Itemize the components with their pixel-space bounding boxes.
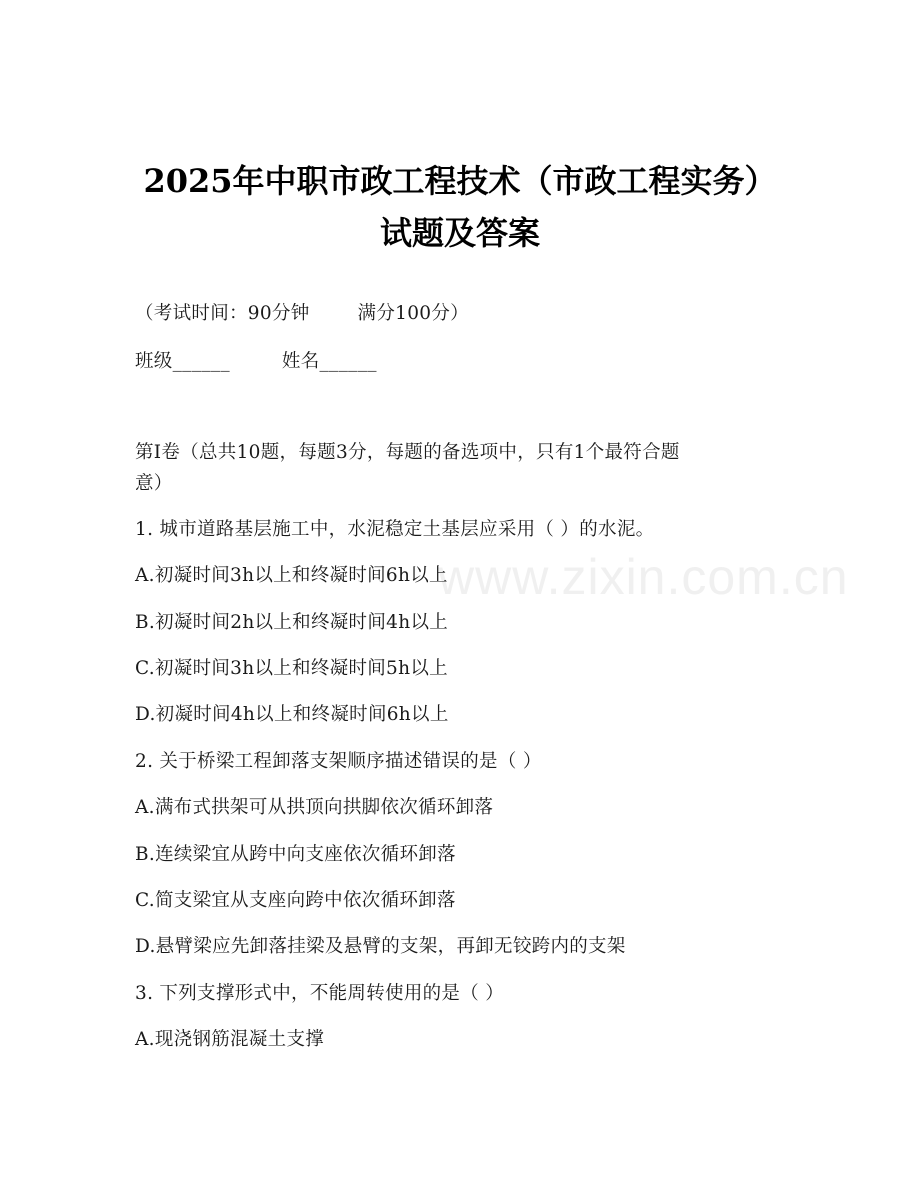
question-1-stem: 1. 城市道路基层施工中，水泥稳定土基层应采用（ ）的水泥。 [135, 519, 655, 540]
student-fields [135, 350, 377, 374]
question-2-option-d: D.悬臂梁应先卸落挂梁及悬臂的支架，再卸无铰跨内的支架 [135, 936, 626, 957]
question-2-option-c: C.简支梁宜从支座向跨中依次循环卸落 [135, 890, 456, 911]
question-1-option-a: A.初凝时间3h以上和终凝时间6h以上 [135, 565, 448, 586]
name-field[interactable]: 姓名______ [281, 351, 377, 372]
document-title-line2: 试题及答案 [379, 214, 540, 252]
question-2-option-b: B.连续梁宜从跨中向支座依次循环卸落 [135, 844, 456, 865]
question-3-stem: 3. 下列支撑形式中，不能周转使用的是（ ） [135, 983, 505, 1004]
exam-info [135, 302, 469, 326]
section-intro-line2: 意） [135, 473, 173, 494]
question-1-option-c: C.初凝时间3h以上和终凝时间5h以上 [135, 658, 448, 679]
question-1-option-d: D.初凝时间4h以上和终凝时间6h以上 [135, 704, 449, 725]
class-field[interactable]: 班级______ [135, 351, 230, 372]
question-2-stem: 2. 关于桥梁工程卸落支架顺序描述错误的是（ ） [135, 751, 542, 772]
document-title-line1: 2025年中职市政工程技术（市政工程实务） [143, 162, 777, 200]
watermark: www.zixin.com.cn [438, 549, 849, 605]
exam-time: （考试时间：90分钟 [135, 303, 310, 324]
section-intro-line1: 第I卷（总共10题，每题3分，每题的备选项中，只有1个最符合题 [135, 442, 680, 463]
question-2-option-a: A.满布式拱架可从拱顶向拱脚依次循环卸落 [135, 797, 494, 818]
question-1-option-b: B.初凝时间2h以上和终凝时间4h以上 [135, 612, 449, 633]
question-3-option-a: A.现浇钢筋混凝土支撑 [135, 1029, 325, 1050]
full-score: 满分100分） [357, 303, 469, 324]
